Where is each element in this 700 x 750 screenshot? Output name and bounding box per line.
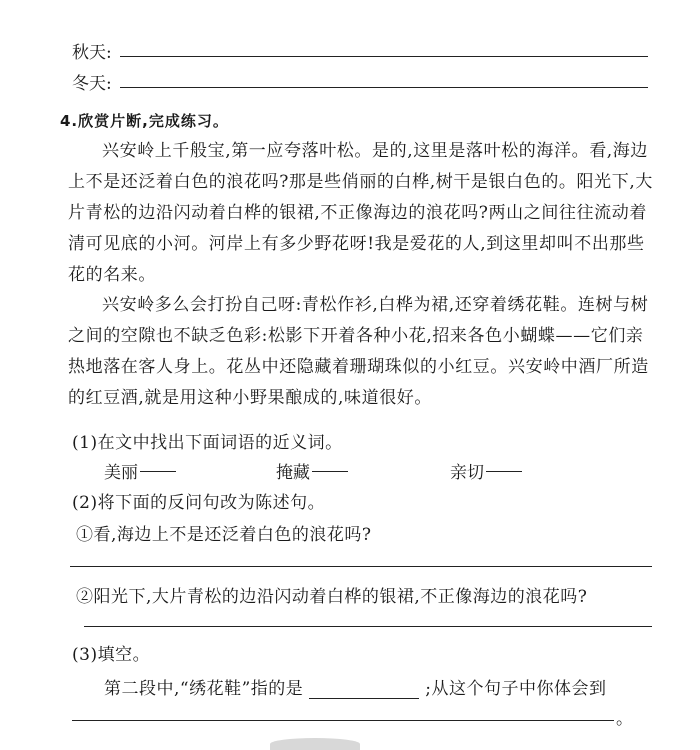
synonym-dash [486, 471, 522, 472]
synonym-word: 亲切 [450, 463, 484, 483]
synonym-word: 美丽 [104, 463, 138, 483]
answer-line-rhetorical-1[interactable] [70, 566, 652, 567]
fill-in-answer-line[interactable] [72, 720, 614, 721]
question-4-title: 4.欣赏片断,完成练习。 [60, 112, 229, 130]
passage-paragraph-2: 兴安岭多么会打扮自己呀:青松作衫,白桦为裙,还穿着绣花鞋。连树与树之间的空隙也不缺乏色彩:松影下开着各种小花,招来各色小蝴蝶——它们亲热地落在客人身上。花丛中还隐藏着珊瑚珠似的小红豆。兴安岭中酒厂所造的红豆酒,就是用这种小野果酿成的,味道很好。 [68, 295, 649, 408]
rhetorical-question-1: ①看,海边上不是还泛着白色的浪花吗? [76, 525, 372, 545]
synonym-dash [312, 471, 348, 472]
winter-label: 冬天: [72, 74, 112, 94]
synonym-word: 掩藏 [276, 463, 310, 483]
fill-in-end-mark: 。 [616, 709, 634, 729]
autumn-answer-line[interactable] [120, 56, 648, 57]
sub-question-3-prompt: (3)填空。 [72, 645, 151, 665]
fill-in-text-after: ;从这个句子中你体会到 [425, 679, 607, 699]
synonym-item-hide [276, 458, 348, 483]
autumn-label: 秋天: [72, 43, 112, 63]
fill-in-blank-embroidered-shoes[interactable] [309, 680, 419, 699]
passage-paragraph-1: 兴安岭上千般宝,第一应夸落叶松。是的,这里是落叶松的海洋。看,海边上不是还泛着白色的浪花吗?那是些俏丽的白桦,树干是银白色的。阳光下,大片青松的边沿闪动着白桦的银裙,不正像海边的浪花吗?两山之间往往流动着清可见底的小河。河岸上有多少野花呀!我是爱花的人,到这里却叫不出那些花的名来。 [68, 141, 653, 285]
winter-answer-line[interactable] [120, 87, 648, 88]
sub-question-1-prompt: (1)在文中找出下面词语的近义词。 [72, 433, 343, 453]
rhetorical-question-2: ②阳光下,大片青松的边沿闪动着白桦的银裙,不正像海边的浪花吗? [76, 587, 588, 607]
fill-in-sentence [104, 674, 607, 699]
sub-question-2-prompt: (2)将下面的反问句改为陈述句。 [72, 493, 326, 513]
footer-decoration [270, 738, 360, 750]
answer-line-rhetorical-2[interactable] [84, 626, 652, 627]
synonym-item-kind [450, 458, 522, 483]
synonym-dash [140, 471, 176, 472]
fill-in-text-before: 第二段中,“绣花鞋”指的是 [104, 679, 304, 699]
synonym-item-beautiful [104, 458, 176, 483]
